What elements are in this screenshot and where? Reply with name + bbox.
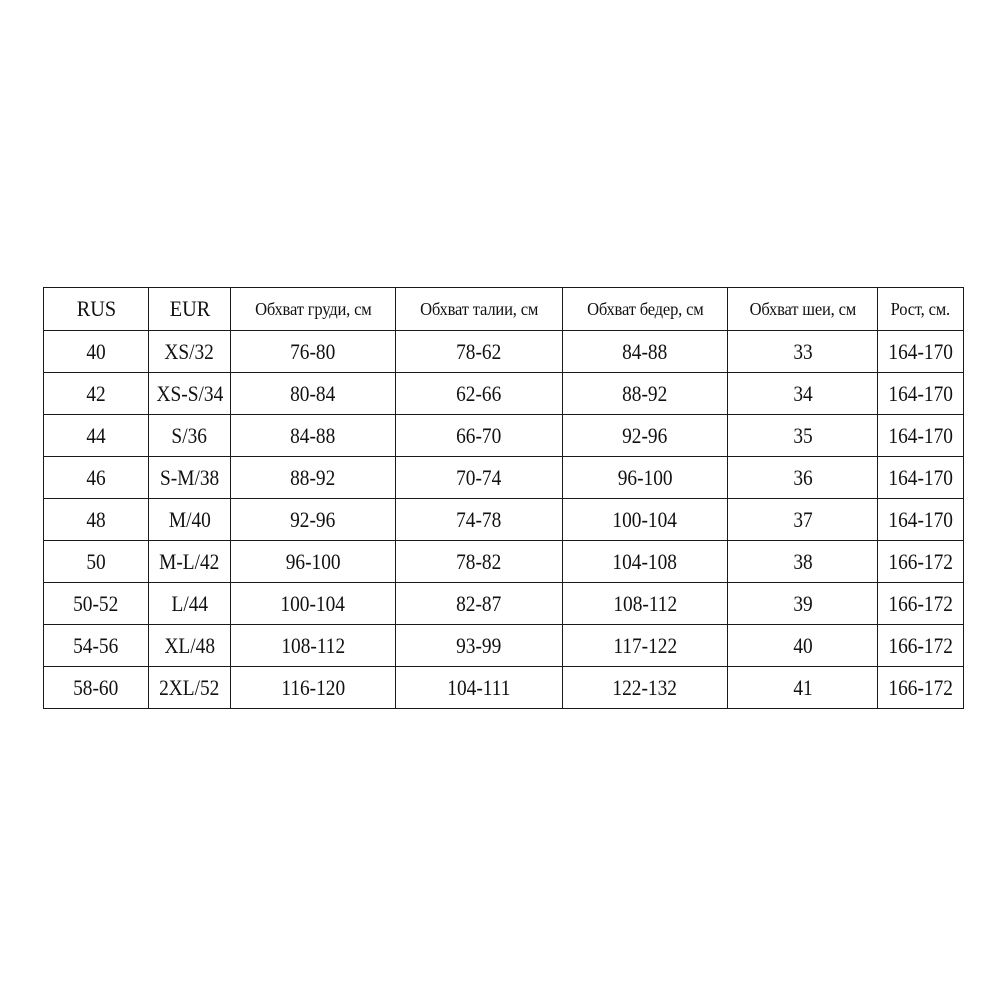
cell-value: 164-170 [888, 506, 953, 532]
cell-value: 38 [792, 548, 813, 574]
cell-value: 33 [792, 338, 813, 364]
cell-hips [563, 625, 728, 667]
header-label: RUS [76, 296, 116, 321]
cell-waist [396, 583, 563, 625]
cell-rus-size [44, 541, 149, 583]
cell-height [878, 541, 964, 583]
cell-value: 74-78 [456, 506, 502, 532]
cell-value: 104-108 [612, 548, 678, 574]
cell-rus-size [44, 583, 149, 625]
cell-value: XS-S/34 [156, 380, 223, 406]
cell-value: 40 [792, 632, 813, 658]
cell-hips [563, 499, 728, 541]
cell-eur-size [149, 331, 231, 373]
cell-rus-size [44, 457, 149, 499]
cell-value: 2XL/52 [159, 674, 220, 700]
cell-neck [728, 667, 878, 709]
cell-value: 122-132 [612, 674, 678, 700]
cell-value: 166-172 [888, 632, 953, 658]
header-cell-hips [563, 288, 728, 331]
cell-value: 66-70 [456, 422, 502, 448]
cell-chest [231, 415, 396, 457]
cell-waist [396, 625, 563, 667]
cell-value: 166-172 [888, 674, 953, 700]
table-row [44, 457, 964, 499]
header-label: EUR [169, 296, 210, 321]
header-cell-waist [396, 288, 563, 331]
cell-value: 34 [792, 380, 813, 406]
cell-hips [563, 667, 728, 709]
cell-neck [728, 541, 878, 583]
cell-value: 80-84 [290, 380, 336, 406]
cell-chest [231, 373, 396, 415]
cell-value: 78-82 [456, 548, 502, 574]
cell-waist [396, 331, 563, 373]
cell-chest [231, 625, 396, 667]
cell-value: 164-170 [888, 422, 953, 448]
header-label: Обхват груди, см [254, 298, 372, 319]
cell-value: 88-92 [290, 464, 336, 490]
table-row [44, 667, 964, 709]
cell-eur-size [149, 373, 231, 415]
cell-neck [728, 331, 878, 373]
cell-value: 84-88 [622, 338, 668, 364]
cell-height [878, 415, 964, 457]
cell-height [878, 499, 964, 541]
cell-rus-size [44, 625, 149, 667]
cell-value: 39 [792, 590, 813, 616]
size-chart-table [43, 287, 964, 709]
cell-value: 100-104 [612, 506, 678, 532]
cell-neck [728, 499, 878, 541]
cell-waist [396, 415, 563, 457]
cell-value: 166-172 [888, 590, 953, 616]
cell-value: 96-100 [617, 464, 673, 490]
cell-value: 84-88 [290, 422, 336, 448]
header-cell-rus [44, 288, 149, 331]
header-label: Обхват бедер, см [586, 298, 704, 319]
cell-value: L/44 [171, 590, 208, 616]
header-cell-chest [231, 288, 396, 331]
cell-value: 36 [792, 464, 813, 490]
cell-value: XL/48 [164, 632, 215, 658]
cell-value: 108-112 [281, 632, 345, 658]
cell-rus-size [44, 499, 149, 541]
cell-value: 166-172 [888, 548, 953, 574]
cell-value: 41 [792, 674, 813, 700]
cell-value: M/40 [168, 506, 211, 532]
cell-value: 164-170 [888, 380, 953, 406]
cell-height [878, 331, 964, 373]
cell-value: 96-100 [285, 548, 341, 574]
cell-waist [396, 667, 563, 709]
cell-waist [396, 541, 563, 583]
cell-rus-size [44, 373, 149, 415]
cell-value: 44 [86, 422, 106, 448]
cell-value: 62-66 [456, 380, 502, 406]
cell-chest [231, 499, 396, 541]
cell-height [878, 457, 964, 499]
cell-value: 37 [792, 506, 813, 532]
cell-value: S/36 [171, 422, 208, 448]
cell-eur-size [149, 625, 231, 667]
cell-neck [728, 457, 878, 499]
cell-value: 78-62 [456, 338, 502, 364]
cell-value: 54-56 [73, 632, 119, 658]
cell-value: 104-111 [447, 674, 511, 700]
cell-rus-size [44, 331, 149, 373]
cell-height [878, 373, 964, 415]
cell-value: M-L/42 [159, 548, 220, 574]
cell-value: 70-74 [456, 464, 502, 490]
header-cell-height [878, 288, 964, 331]
cell-value: 42 [86, 380, 106, 406]
table-row [44, 331, 964, 373]
cell-value: 48 [86, 506, 106, 532]
cell-value: 164-170 [888, 338, 953, 364]
cell-hips [563, 415, 728, 457]
cell-hips [563, 541, 728, 583]
header-label: Обхват талии, см [419, 298, 539, 319]
cell-value: XS/32 [164, 338, 215, 364]
cell-eur-size [149, 541, 231, 583]
cell-chest [231, 457, 396, 499]
cell-value: 88-92 [622, 380, 668, 406]
header-label: Рост, см. [890, 298, 951, 319]
cell-neck [728, 583, 878, 625]
cell-eur-size [149, 457, 231, 499]
cell-waist [396, 499, 563, 541]
table-row [44, 625, 964, 667]
cell-value: 35 [792, 422, 813, 448]
cell-value: 92-96 [290, 506, 336, 532]
cell-value: 40 [86, 338, 106, 364]
cell-value: 164-170 [888, 464, 953, 490]
cell-value: 92-96 [622, 422, 668, 448]
cell-value: 93-99 [456, 632, 502, 658]
cell-value: 76-80 [290, 338, 336, 364]
table-row [44, 541, 964, 583]
cell-eur-size [149, 415, 231, 457]
cell-value: S-M/38 [159, 464, 220, 490]
cell-rus-size [44, 667, 149, 709]
cell-value: 46 [86, 464, 106, 490]
cell-value: 58-60 [73, 674, 119, 700]
cell-neck [728, 373, 878, 415]
cell-chest [231, 541, 396, 583]
cell-height [878, 667, 964, 709]
table-header-row [44, 288, 964, 331]
cell-chest [231, 331, 396, 373]
cell-chest [231, 667, 396, 709]
cell-waist [396, 373, 563, 415]
table-row [44, 415, 964, 457]
cell-eur-size [149, 583, 231, 625]
cell-eur-size [149, 667, 231, 709]
table-row [44, 373, 964, 415]
cell-hips [563, 457, 728, 499]
cell-value: 116-120 [281, 674, 345, 700]
cell-eur-size [149, 499, 231, 541]
cell-neck [728, 625, 878, 667]
cell-value: 108-112 [613, 590, 677, 616]
cell-value: 100-104 [280, 590, 346, 616]
header-label: Обхват шеи, см [749, 298, 856, 319]
cell-value: 50 [86, 548, 106, 574]
cell-hips [563, 583, 728, 625]
cell-value: 117-122 [613, 632, 677, 658]
cell-rus-size [44, 415, 149, 457]
table-row [44, 499, 964, 541]
header-cell-eur [149, 288, 231, 331]
cell-value: 50-52 [73, 590, 119, 616]
table-row [44, 583, 964, 625]
cell-hips [563, 331, 728, 373]
header-cell-neck [728, 288, 878, 331]
cell-value: 82-87 [456, 590, 502, 616]
cell-hips [563, 373, 728, 415]
cell-waist [396, 457, 563, 499]
cell-height [878, 583, 964, 625]
cell-height [878, 625, 964, 667]
cell-neck [728, 415, 878, 457]
cell-chest [231, 583, 396, 625]
